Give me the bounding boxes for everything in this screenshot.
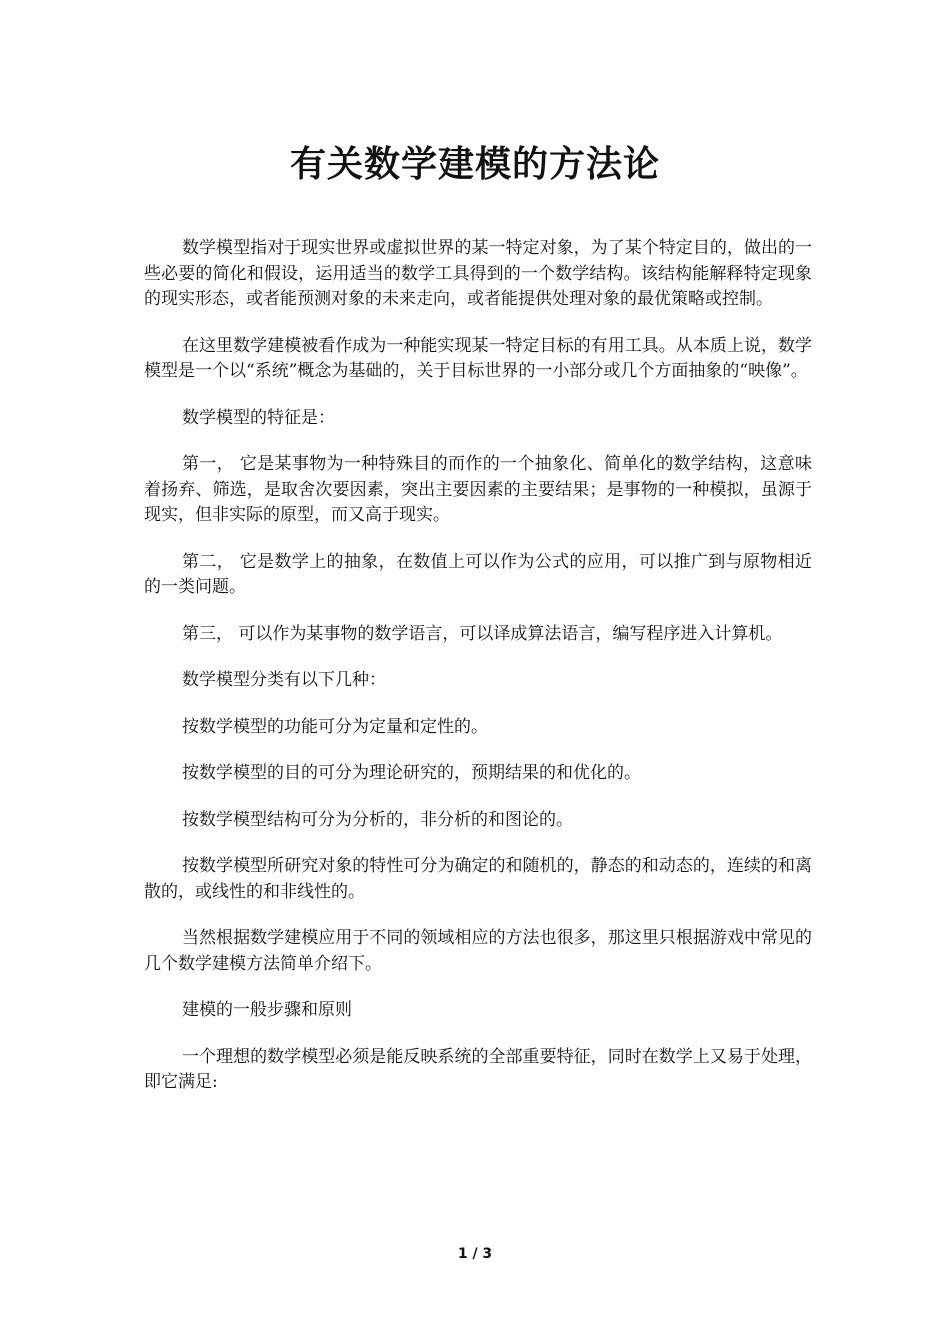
paragraph-ideal-model: 一个理想的数学模型必须是能反映系统的全部重要特征，同时在数学上又易于处理，即它满足: <box>144 1046 812 1092</box>
paragraph-class-structure: 按数学模型结构可分为分析的，非分析的和图论的。 <box>182 809 573 830</box>
paragraph-definition: 数学模型指对于现实世界或虚拟世界的某一特定对象，为了某个特定目的，做出的一些必要的简化和假设，运用适当的数学工具得到的一个数学结构。该结构能解释特定现象的现实形态，或者能预测对象的未来走向，或者能提供处理对象的最优策略或控制。 <box>144 238 812 309</box>
paragraph-class-properties: 按数学模型所研究对象的特性可分为确定的和随机的，静态的和动态的，连续的和离散的，或线性的和非线性的。 <box>144 856 812 902</box>
page-number: 1 / 3 <box>457 1246 493 1262</box>
document-body <box>144 236 812 1117</box>
paragraph-class-function: 按数学模型的功能可分为定量和定性的。 <box>182 716 488 737</box>
paragraph-feature-2: 第二， 它是数学上的抽象，在数值上可以作为公式的应用，可以推广到与原物相近的一类问题。 <box>144 551 812 597</box>
paragraph-features-heading: 数学模型的特征是： <box>182 407 335 428</box>
paragraph-feature-3: 第三， 可以作为某事物的数学语言，可以译成算法语言，编写程序进入计算机。 <box>182 623 783 644</box>
paragraph-tool: 在这里数学建模被看作成为一种能实现某一特定目标的有用工具。从本质上说，数学模型是一个以“系统”概念为基础的，关于目标世界的一小部分或几个方面抽象的“映像”。 <box>144 335 812 381</box>
paragraph-classification-heading: 数学模型分类有以下几种： <box>182 670 386 690</box>
page-title: 有关数学建模的方法论 <box>289 144 660 185</box>
paragraph-steps-heading: 建模的一般步骤和原则 <box>182 1000 352 1020</box>
paragraph-class-purpose: 按数学模型的目的可分为理论研究的，预期结果的和优化的。 <box>182 763 641 783</box>
paragraph-feature-1: 第一， 它是某事物为一种特殊目的而作的一个抽象化、简单化的数学结构，这意味着扬弃、筛选，是取舍次要因素，突出主要因素的主要结果；是事物的一种模拟，虽源于现实，但非实际的原型，而又高于现实。 <box>144 454 812 525</box>
paragraph-methods-intro: 当然根据数学建模应用于不同的领域相应的方法也很多，那这里只根据游戏中常见的几个数学建模方法简单介绍下。 <box>144 928 812 974</box>
